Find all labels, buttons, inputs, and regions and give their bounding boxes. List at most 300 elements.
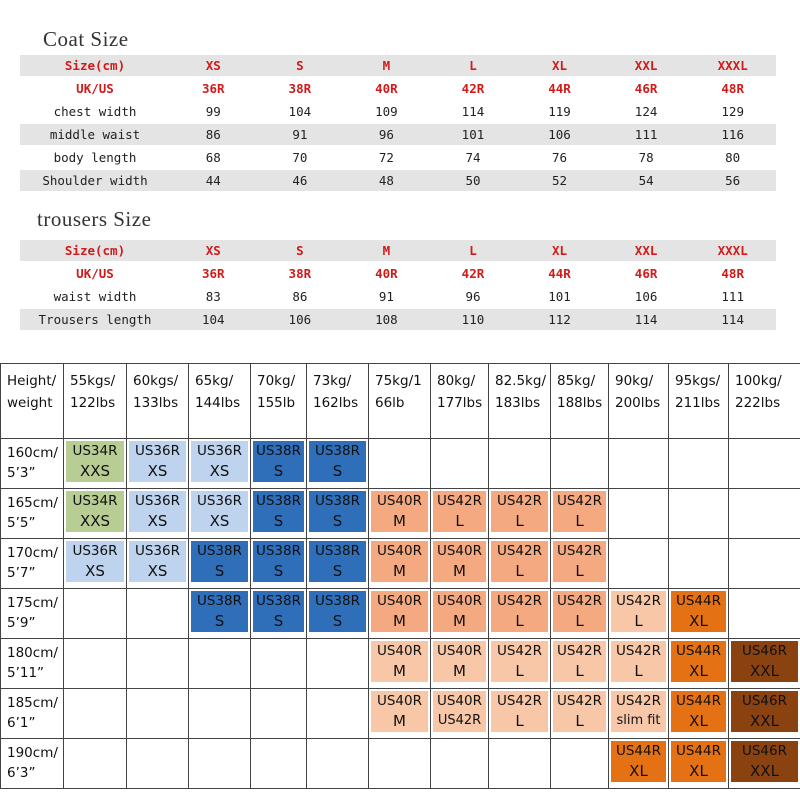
size-cell: 101 [548, 289, 571, 304]
fit-cell [489, 489, 551, 539]
fit-cell [127, 589, 189, 639]
size-letter: XS [147, 512, 168, 530]
size-letter: L [575, 712, 584, 730]
size-cell: M [343, 55, 430, 76]
fit-cell [251, 489, 307, 539]
height-weight-fit-chart [0, 363, 800, 789]
us-code: US36R [72, 543, 118, 559]
size-letter: S [332, 612, 343, 630]
us-code: US38R [255, 543, 301, 559]
weight-lbs: 155lb [257, 395, 296, 411]
size-cell: 114 [689, 309, 776, 330]
us-code: US42R [556, 643, 602, 659]
fit-cell [729, 489, 800, 539]
size-swatch [731, 691, 798, 732]
weight-header-row [1, 364, 800, 439]
fit-cell [251, 689, 307, 739]
size-swatch [491, 641, 548, 682]
size-letter: S [332, 462, 343, 480]
us-code: US40R [436, 593, 482, 609]
fit-cell [64, 489, 127, 539]
fit-cell [489, 439, 551, 489]
fit-cell [251, 439, 307, 489]
fit-cell [64, 689, 127, 739]
fit-cell [64, 639, 127, 689]
size-swatch [253, 541, 304, 582]
size-cell: L [430, 240, 517, 261]
weight-kg: 85kg/ [557, 373, 596, 389]
weight-lbs: 144lbs [195, 395, 241, 411]
height-row [1, 489, 800, 539]
fit-cell [189, 739, 251, 789]
fit-cell [431, 739, 489, 789]
size-swatch [671, 641, 726, 682]
size-cell: 104 [288, 104, 312, 119]
size-cell: 40R [375, 81, 398, 96]
weight-lbs: 183lbs [495, 395, 541, 411]
us-code: US42R [496, 543, 542, 559]
us-code: US38R [314, 543, 360, 559]
size-letter: M [453, 612, 466, 630]
weight-kg: 82.5kg/ [495, 373, 546, 389]
height-cm: 175cm/ [7, 595, 58, 611]
size-row [20, 240, 776, 261]
size-cell: 38R [288, 266, 312, 281]
us-code: US42R [556, 493, 602, 509]
size-letter: L [575, 512, 584, 530]
fit-cell [307, 639, 369, 689]
weight-header [64, 364, 127, 439]
us-code: US38R [196, 543, 242, 559]
height-row [1, 689, 800, 739]
size-cell: 42R [461, 81, 485, 96]
size-letter: XXL [750, 662, 779, 680]
fit-cell [369, 439, 431, 489]
height-ft: 5’3” [7, 465, 36, 481]
fit-cell [551, 439, 609, 489]
height-cm: 170cm/ [7, 545, 58, 561]
size-letter: XXS [79, 512, 111, 530]
size-letter: XS [209, 512, 230, 530]
size-cell: 99 [205, 104, 221, 119]
size-cell: 36R [201, 81, 225, 96]
size-letter: M [393, 712, 406, 730]
fit-cell [669, 739, 729, 789]
size-letter: XL [689, 712, 708, 730]
size-cell: XXL [603, 240, 690, 261]
weight-lbs: 122lbs [70, 395, 116, 411]
size-cell: 54 [603, 170, 690, 191]
us-code: US44R [675, 743, 721, 759]
height-header [1, 589, 64, 639]
fit-cell [307, 489, 369, 539]
size-row [20, 147, 776, 168]
weight-header [251, 364, 307, 439]
fit-cell [369, 489, 431, 539]
us-code: US42R [615, 643, 661, 659]
size-letter: L [515, 662, 524, 680]
size-cell: 86 [292, 289, 308, 304]
fit-cell [729, 589, 800, 639]
size-cell: 124 [634, 104, 658, 119]
us-code: US42R [496, 493, 542, 509]
size-cell: 48 [343, 170, 430, 191]
size-cell: 48R [721, 266, 744, 281]
size-letter: M [393, 512, 406, 530]
height-ft: 5’7” [7, 565, 36, 581]
fit-cell [431, 489, 489, 539]
fit-cell [251, 539, 307, 589]
row-label: waist width [53, 289, 137, 304]
size-row [20, 263, 776, 284]
us-code: US38R [196, 593, 242, 609]
size-letter: L [634, 612, 643, 630]
size-swatch [731, 741, 798, 782]
us-code: US38R [255, 593, 301, 609]
fit-cell [127, 689, 189, 739]
height-header [1, 739, 64, 789]
size-letter: XL [689, 612, 708, 630]
size-cell: 101 [430, 124, 517, 145]
size-swatch [309, 591, 366, 632]
size-cell: 111 [721, 289, 744, 304]
fit-cell [64, 539, 127, 589]
fit-cell [669, 539, 729, 589]
size-cell: 83 [205, 289, 221, 304]
size-cell: XS [170, 240, 257, 261]
size-swatch [309, 491, 366, 532]
size-swatch [66, 491, 124, 532]
weight-lbs: 133lbs [133, 395, 179, 411]
weight-kg: 90kg/ [615, 373, 654, 389]
fit-cell [189, 439, 251, 489]
us-code: US46R [741, 693, 787, 709]
size-cell: 106 [257, 309, 344, 330]
size-letter: XS [147, 462, 168, 480]
size-cell: 38R [288, 81, 312, 96]
fit-cell [127, 639, 189, 689]
fit-cell [669, 439, 729, 489]
size-swatch [66, 441, 124, 482]
size-swatch [253, 441, 304, 482]
height-header [1, 439, 64, 489]
fit-cell [369, 639, 431, 689]
weight-header [189, 364, 251, 439]
coat-size-title: Coat Size [43, 27, 129, 51]
weight-kg: 55kgs/ [70, 373, 116, 389]
size-cell: 44R [548, 266, 571, 281]
size-cell: 129 [721, 104, 744, 119]
fit-cell [489, 539, 551, 589]
weight-kg: 73kg/ [313, 373, 352, 389]
us-code: US42R [556, 593, 602, 609]
size-letter: L [455, 512, 464, 530]
size-swatch [491, 591, 548, 632]
row-label: middle waist [20, 124, 170, 145]
size-letter: XXL [750, 712, 779, 730]
fit-cell [64, 589, 127, 639]
height-row [1, 589, 800, 639]
size-cell: 46 [257, 170, 344, 191]
size-cell: L [430, 55, 517, 76]
us-code: US36R [196, 443, 242, 459]
size-cell: M [343, 240, 430, 261]
row-label: chest width [53, 104, 137, 119]
us-code: US42R [436, 493, 482, 509]
fit-cell [251, 739, 307, 789]
us-code: US42R [615, 593, 661, 609]
corner-line: weight [7, 395, 53, 411]
fit-cell [64, 439, 127, 489]
row-label: body length [53, 150, 137, 165]
row-label: Size(cm) [20, 55, 170, 76]
size-cell: 112 [516, 309, 603, 330]
size-cell: 56 [689, 170, 776, 191]
us-code: US40R [376, 643, 422, 659]
weight-kg: 70kg/ [257, 373, 296, 389]
size-row [20, 101, 776, 122]
row-label: UK/US [76, 81, 114, 96]
size-row [20, 309, 776, 330]
size-swatch [371, 691, 428, 732]
height-cm: 185cm/ [7, 695, 58, 711]
us-code: US38R [314, 593, 360, 609]
fit-cell [251, 589, 307, 639]
size-cell: XL [516, 55, 603, 76]
size-row [20, 78, 776, 99]
size-cell: 44R [548, 81, 571, 96]
size-letter: M [393, 612, 406, 630]
size-cell: 78 [638, 150, 654, 165]
size-letter: S [273, 612, 284, 630]
size-cell: 52 [516, 170, 603, 191]
fit-cell [307, 589, 369, 639]
size-swatch [371, 541, 428, 582]
weight-lbs: 177lbs [437, 395, 483, 411]
us-code: US42R [496, 643, 542, 659]
size-letter: S [332, 562, 343, 580]
fit-cell [551, 489, 609, 539]
size-cell: 109 [375, 104, 398, 119]
height-row [1, 539, 800, 589]
us-code: US44R [675, 643, 721, 659]
size-swatch [553, 491, 606, 532]
size-cell: 70 [292, 150, 308, 165]
height-row [1, 639, 800, 689]
size-letter: L [515, 712, 524, 730]
us-code: US40R [436, 693, 482, 709]
size-letter: XXS [79, 462, 111, 480]
fit-cell [551, 739, 609, 789]
size-swatch [253, 591, 304, 632]
weight-kg: 75kg/1 [375, 373, 422, 389]
size-cell: 96 [343, 124, 430, 145]
us-code: US36R [134, 443, 180, 459]
fit-cell [551, 639, 609, 689]
size-row [20, 124, 776, 145]
us-code: US38R [314, 443, 360, 459]
fit-cell [127, 739, 189, 789]
us-code: US44R [675, 693, 721, 709]
size-letter: XS [209, 462, 230, 480]
size-cell: XXXL [689, 240, 776, 261]
fit-cell [189, 639, 251, 689]
row-label: Size(cm) [20, 240, 170, 261]
size-swatch [253, 491, 304, 532]
size-cell: 74 [465, 150, 481, 165]
size-cell: XL [516, 240, 603, 261]
us-code: US38R [255, 443, 301, 459]
size-cell: 119 [548, 104, 571, 119]
weight-header [369, 364, 431, 439]
size-swatch [491, 491, 548, 532]
size-cell: 91 [257, 124, 344, 145]
weight-kg: 95kgs/ [675, 373, 721, 389]
us-code: US42R [496, 693, 542, 709]
size-swatch [191, 491, 248, 532]
fit-cell [551, 689, 609, 739]
fit-cell [729, 639, 800, 689]
fit-cell [729, 689, 800, 739]
size-swatch [191, 541, 248, 582]
size-cell: 46R [634, 266, 658, 281]
fit-cell [609, 589, 669, 639]
size-swatch [553, 591, 606, 632]
size-letter: XS [85, 562, 105, 580]
corner-line: Height/ [7, 373, 57, 389]
size-letter: L [634, 662, 643, 680]
fit-cell [729, 739, 800, 789]
size-cell: 116 [689, 124, 776, 145]
fit-cell [369, 539, 431, 589]
size-cell: 80 [725, 150, 741, 165]
size-letter: S [273, 562, 284, 580]
size-row [20, 55, 776, 76]
size-swatch [553, 641, 606, 682]
size-swatch [309, 441, 366, 482]
size-cell: 108 [343, 309, 430, 330]
us-code: US40R [436, 543, 482, 559]
size-swatch [433, 541, 486, 582]
size-swatch [433, 691, 486, 732]
fit-cell [609, 689, 669, 739]
fit-cell [127, 539, 189, 589]
weight-header [307, 364, 369, 439]
size-letter: M [393, 662, 406, 680]
coat-size-table [20, 53, 776, 193]
size-swatch [611, 641, 666, 682]
us-code: US38R [255, 493, 301, 509]
weight-header [127, 364, 189, 439]
fit-cell [251, 639, 307, 689]
us-code: US42R [496, 593, 542, 609]
size-swatch [671, 741, 726, 782]
size-swatch [553, 541, 606, 582]
fit-cell [307, 439, 369, 489]
corner-header [1, 364, 64, 439]
size-swatch [191, 441, 248, 482]
us-code: US40R [376, 693, 422, 709]
size-swatch [553, 691, 606, 732]
fit-cell [489, 589, 551, 639]
us-code: US38R [314, 493, 360, 509]
size-letter: XS [147, 562, 168, 580]
size-swatch [371, 591, 428, 632]
weight-header [609, 364, 669, 439]
fit-cell [609, 739, 669, 789]
height-row [1, 439, 800, 489]
size-swatch [671, 591, 726, 632]
row-label: UK/US [76, 266, 114, 281]
fit-cell [369, 689, 431, 739]
size-cell: 42R [461, 266, 485, 281]
trousers-size-title: trousers Size [37, 207, 152, 231]
size-letter: S [273, 512, 284, 530]
size-cell: 76 [552, 150, 568, 165]
size-cell: 104 [170, 309, 257, 330]
size-cell: 48R [721, 81, 744, 96]
weight-lbs: 66lb [375, 395, 405, 411]
size-letter: S [214, 612, 225, 630]
size-cell: 106 [516, 124, 603, 145]
us-code: US46R [741, 643, 787, 659]
size-cell: S [257, 55, 344, 76]
size-letter: L [515, 562, 524, 580]
size-swatch [309, 541, 366, 582]
weight-lbs: 222lbs [735, 395, 781, 411]
fit-cell [609, 489, 669, 539]
size-letter: M [393, 562, 406, 580]
size-cell: 50 [430, 170, 517, 191]
us-code: US44R [615, 743, 661, 759]
fit-cell [669, 489, 729, 539]
height-row [1, 739, 800, 789]
weight-lbs: 211lbs [675, 395, 721, 411]
size-swatch [433, 641, 486, 682]
size-swatch [371, 641, 428, 682]
size-letter: M [453, 562, 466, 580]
fit-cell [609, 439, 669, 489]
fit-cell [431, 589, 489, 639]
fit-cell [307, 539, 369, 589]
size-letter: L [515, 612, 524, 630]
size-cell: 96 [465, 289, 481, 304]
fit-cell [189, 689, 251, 739]
size-cell: 46R [634, 81, 658, 96]
size-letter: XL [629, 762, 648, 780]
us-code: US40R [376, 593, 422, 609]
weight-kg: 100kg/ [735, 373, 782, 389]
size-cell: XXXL [689, 55, 776, 76]
size-swatch [731, 641, 798, 682]
row-label: Trousers length [20, 309, 170, 330]
fit-cell [489, 739, 551, 789]
fit-cell [489, 639, 551, 689]
size-letter: L [575, 612, 584, 630]
size-cell: 106 [634, 289, 658, 304]
size-cell: 86 [170, 124, 257, 145]
size-row [20, 170, 776, 191]
us-code: US42R [556, 693, 602, 709]
size-cell: 72 [378, 150, 394, 165]
weight-kg: 80kg/ [437, 373, 476, 389]
fit-cell [489, 689, 551, 739]
weight-header [431, 364, 489, 439]
us-code: US40R [376, 493, 422, 509]
weight-header [551, 364, 609, 439]
us-code: US42R [615, 693, 661, 709]
size-row [20, 286, 776, 307]
